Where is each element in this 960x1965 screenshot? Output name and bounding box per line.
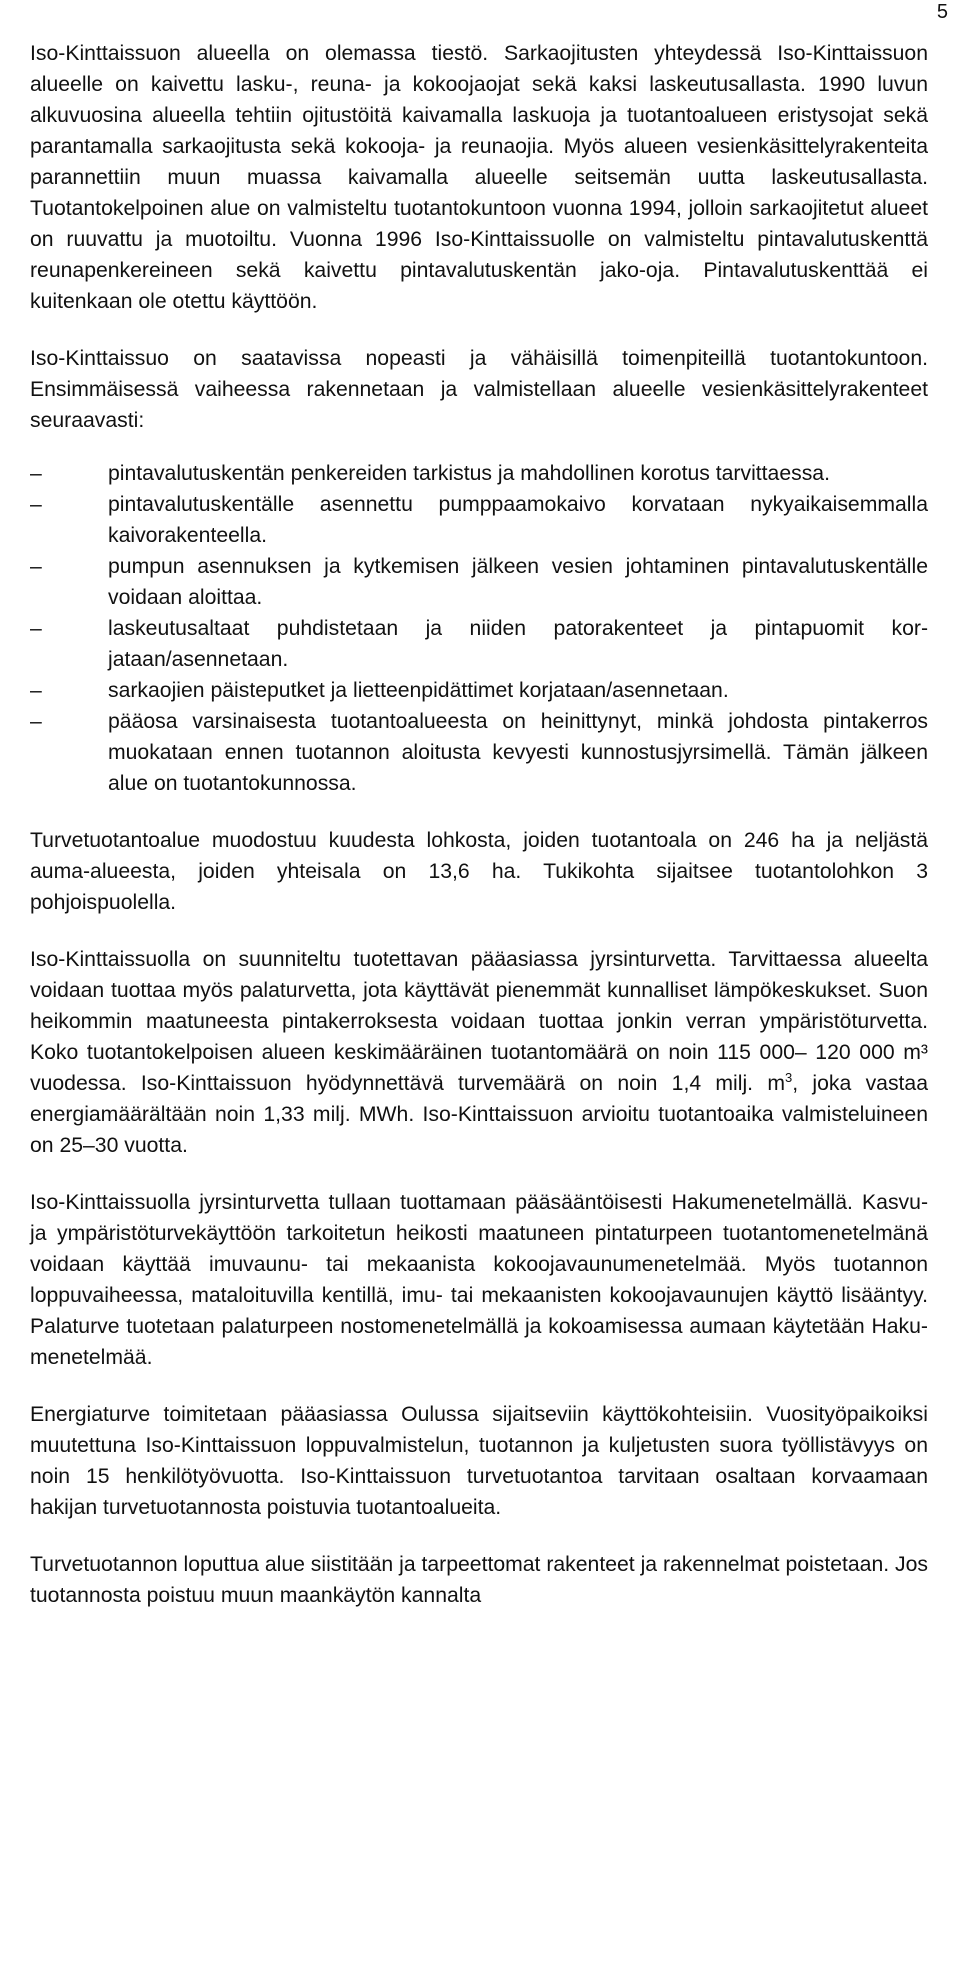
list-item <box>30 675 928 706</box>
paragraph-production-methods: Iso-Kinttaissuolla jyrsinturvetta tullaan tuottamaan pääsääntöisesti Hakumenetelmällä. Kasvu- ja ympäristöturvekäyttöön tarkoitetun heikosti maatuneen pintaturpeen tuotantomenetelmänä voidaan käyttää imuvaunu- tai mekaanista kokoojavaunumenetelmää. Myös tuotannon loppuvaiheessa, mataloituvilla kentillä, imu- tai mekaanisten kokoojavaunujen käyttö lisääntyy. Palaturve tuotetaan palaturpeen nostomenetelmällä ja kokoamisessa aumaan käytetään Haku-menetelmää. <box>30 1191 928 1369</box>
document-body <box>30 38 928 1637</box>
cubic-superscript: 3 <box>785 1069 793 1085</box>
dash-bullet: – <box>30 493 42 516</box>
paragraph-peat-types-volumes <box>30 944 928 1161</box>
paragraph-existing-infrastructure: Iso-Kinttaissuon alueella on olemassa tiestö. Sarkaojitusten yhteydessä Iso-Kinttaissuon alueelle on kaivettu lasku-, reuna- ja kokoojaojat sekä kaksi laskeutusallasta. 1990 luvun alkuvuosina alueella tehtiin ojitustöitä kaivamalla laskuoja ja tuotantoalueen eristysojat sekä parantamalla sarkaojitusta sekä kokooja- ja reunaojia. Myös alueen vesienkäsittelyrakenteita parannettiin muun muassa kaivamalla alueelle seitsemän uutta laskeutusallasta. Tuotantokelpoinen alue on valmisteltu tuotantokuntoon vuonna 1994, jolloin sarkaojitetut alueet on ruuvattu ja muotoiltu. Vuonna 1996 Iso-Kinttaissuolle on valmisteltu pintavalutuskenttä reunapenkereineen sekä kaivettu pintavalutuskentän jako-oja. Pintavalutuskenttää ei kuitenkaan ole otettu käyttöön. <box>30 42 928 313</box>
list-item-text: sarkaojien päisteputket ja lietteenpidättimet korjataan/asennetaan. <box>108 679 729 702</box>
paragraph-production-area: Turvetuotantoalue muodostuu kuudesta lohkosta, joiden tuotantoala on 246 ha ja neljästä auma-alueesta, joiden yhteisala on 13,6 ha. Tukikohta sijaitsee tuotantolohkon 3 pohjoispuolella. <box>30 829 928 914</box>
list-item <box>30 458 928 489</box>
volume-text-before: Iso-Kinttaissuolla on suunniteltu tuotettavan pääasiassa jyrsinturvetta. Tarvittaessa alueelta voidaan tuottaa myös palaturvetta, jota käyttävät pienemmät kunnalliset lämpökeskukset. Suon heikommin maatuneesta pintakerroksesta voidaan tuottaa jonkin verran ympäristöturvetta. Koko tuotantokelpoisen alueen keskimääräinen tuotantomäärä on noin 115 000– 120 000 m³ vuodessa. Iso-Kinttaissuon hyödynnettävä turvemäärä on noin 1,4 milj. m <box>30 948 928 1095</box>
list-item-text: pintavalutuskentän penkereiden tarkistus ja mahdollinen korotus tarvittaessa. <box>108 462 830 485</box>
page-number: 5 <box>936 1 948 23</box>
dash-bullet: – <box>30 617 42 640</box>
list-item <box>30 489 928 551</box>
list-item-text: pintavalutuskentälle asennettu pumppaamokaivo korvataan nykyaikaisemmalla kaivorakenteella. <box>108 493 928 547</box>
list-item-text: pääosa varsinaisesta tuotantoalueesta on heinittynyt, minkä johdosta pintakerros muokataan ennen tuotannon aloitusta kevyesti kunnostusjyrsimellä. Tämän jälkeen alue on tuotantokunnossa. <box>108 710 928 795</box>
dash-bullet: – <box>30 555 42 578</box>
paragraph-energy-delivery-employment: Energiaturve toimitetaan pääasiassa Oulussa sijaitseviin käyttökohteisiin. Vuosityöpaikoiksi muutettuna Iso-Kinttaissuon loppuvalmistelun, tuotannon ja kuljetusten suora työllistävyys on noin 15 henkilötyövuotta. Iso-Kinttaissuon turvetuotantoa tarvitaan osaltaan korvaamaan hakijan turvetuotannosta poistuvia tuotantoalueita. <box>30 1403 928 1519</box>
list-item <box>30 551 928 613</box>
paragraph-after-production: Turvetuotannon loputtua alue siistitään ja tarpeettomat rakenteet ja rakennelmat poistetaan. Jos tuotannosta poistuu muun maankäytön kannalta <box>30 1553 928 1607</box>
first-phase-measures-list <box>30 458 928 799</box>
list-item-text: laskeutusaltaat puhdistetaan ja niiden patorakenteet ja pintapuomit korjataan/asennetaan. <box>108 617 928 671</box>
dash-bullet: – <box>30 462 42 485</box>
volume-text-after: , joka vastaa energiamäärältään noin 1,33 milj. MWh. Iso-Kinttaissuon arvioitu tuotantoaika valmisteluineen on 25–30 vuotta. <box>30 1072 928 1157</box>
list-item <box>30 613 928 675</box>
dash-bullet: – <box>30 679 42 702</box>
list-item-text: pumpun asennuksen ja kytkemisen jälkeen vesien johtaminen pintavalutuskentälle voidaan aloittaa. <box>108 555 928 609</box>
dash-bullet: – <box>30 710 42 733</box>
list-item <box>30 706 928 799</box>
paragraph-first-phase-intro: Iso-Kinttaissuo on saatavissa nopeasti ja vähäisillä toimenpiteillä tuotantokuntoon. Ensimmäisessä vaiheessa rakennetaan ja valmistellaan alueelle vesienkäsittelyrakenteet seuraavasti: <box>30 347 928 432</box>
